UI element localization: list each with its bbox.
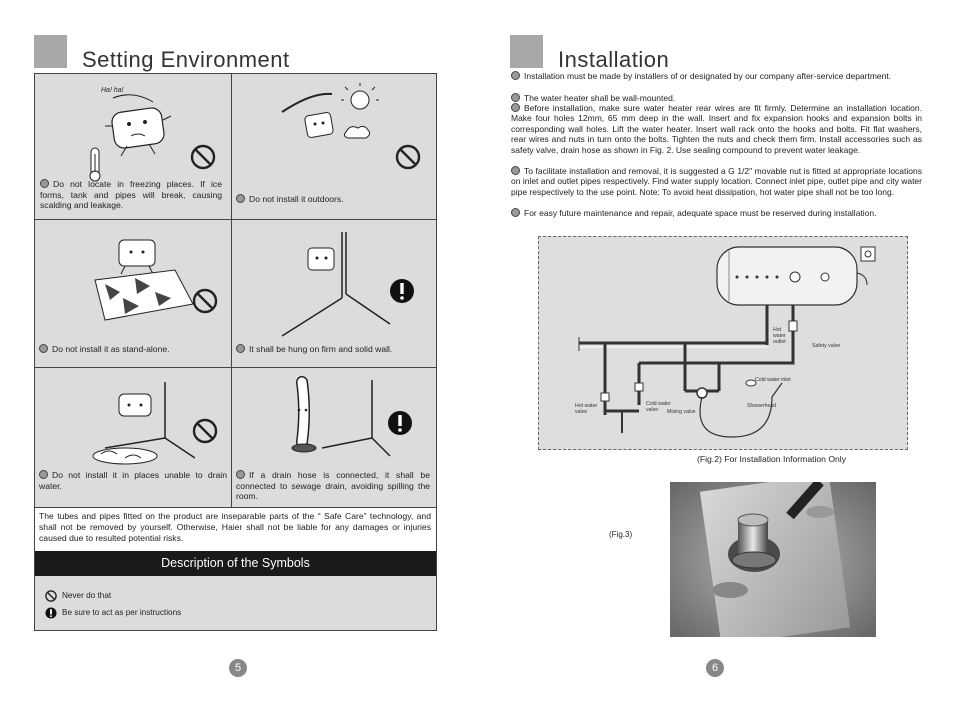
bullet-icon — [236, 344, 245, 353]
cell-text — [236, 194, 426, 205]
never-icon — [45, 590, 57, 602]
environment-grid — [34, 73, 437, 631]
never-icon — [190, 144, 216, 170]
cell-label: Do not install it outdoors. — [249, 194, 344, 204]
bullet-icon — [511, 93, 520, 102]
cell-label: If a drain hose is connected, it shall be connected to sewage drain, avoiding spilling the room. — [236, 470, 430, 501]
label-safety-valve: Safety valve — [812, 343, 841, 349]
paragraph-text: Installation must be made by installers of or designated by our company after-service department. — [524, 71, 892, 81]
cell-text — [39, 470, 227, 491]
bullet-icon — [511, 166, 520, 175]
legend-area — [35, 576, 436, 630]
bullet-icon — [39, 344, 48, 353]
bullet-icon — [511, 103, 520, 112]
floor-heater-sketch — [75, 234, 195, 324]
cell-freezing — [35, 74, 232, 220]
bullet-icon — [511, 208, 520, 217]
outdoors-heater-sketch — [272, 82, 402, 162]
cell-no-drain — [35, 368, 232, 508]
must-icon — [387, 410, 413, 436]
paragraph-text: Before installation, make sure water heater rear wires are fit firmly. Determine an installation location. Make four holes 12mm, 65 mm deep in the wall. Insert and fix expansion hooks and expansion bolts in corresponding wall holes. Lift the water heater. Insert wall rack onto the hooks and bolts. Fit flat washers, rear wires and nuts in turn onto the bolts. Tighten the nuts and check them firm. Install accessories such as safety valve, drain hose as shown in Fig. 2. Use sealing compound to prevent water leakage. — [511, 103, 922, 155]
cell-label: Do not install it as stand-alone. — [52, 344, 170, 354]
never-icon — [192, 418, 218, 444]
label-hot-valve: Hot water valve — [575, 403, 598, 415]
fig3-caption: (Fig.3) — [609, 530, 633, 539]
cell-text — [40, 179, 222, 211]
instruction-paragraph — [511, 208, 922, 218]
section-marker — [34, 35, 67, 68]
cell-label: It shall be hung on firm and solid wall. — [249, 344, 393, 354]
cell-label: Do not install it in places unable to drain water. — [39, 470, 227, 491]
bullet-icon — [511, 71, 520, 80]
instruction-paragraph — [511, 103, 922, 155]
paragraph-text: To facilitate installation and removal, it is suggested a G 1/2" movable nut is fitted at appropriate locations on inlet and outlet pipes respectively. Find water supply location. Connect inlet pipe, outlet pipe and city water pipe respectively to the use point. Note: To avoid heat dissipation, hot water pipe shall not be too long. — [511, 166, 922, 197]
bullet-icon — [39, 470, 48, 479]
cell-text — [236, 344, 428, 355]
legend-never: Never do that — [62, 591, 112, 600]
cell-label: Do not locate in freezing places. If ice forms, tank and pipes will break, causing scalding and leakage. — [40, 179, 222, 210]
page-number-right: 6 — [706, 659, 724, 677]
page-title: Installation — [558, 47, 670, 72]
bolt-photo — [670, 482, 876, 637]
page-number-left: 5 — [229, 659, 247, 677]
hose-sketch — [282, 376, 392, 471]
legend-must: Be sure to act as per instructions — [62, 608, 182, 617]
label-cold-valve: Cold water valve — [646, 401, 671, 413]
symbols-heading: Description of the Symbols — [35, 551, 436, 576]
wall-heater-sketch — [262, 228, 392, 338]
cell-drain-hose — [232, 368, 436, 508]
cell-text — [236, 470, 430, 502]
paragraph-text: The water heater shall be wall-mounted. — [524, 93, 676, 103]
plumbing-schematic — [539, 237, 907, 449]
instruction-paragraph — [511, 166, 922, 197]
must-icon — [389, 278, 415, 304]
label-cold-inlet: Cold water inlet — [755, 377, 791, 383]
paragraph-text: For easy future maintenance and repair, adequate space must be reserved during installation. — [524, 208, 877, 218]
bolt-image — [670, 482, 876, 637]
fig2-caption: (Fig.2) For Installation Information Only — [697, 454, 847, 464]
cell-outdoors — [232, 74, 436, 220]
safe-care-note: The tubes and pipes fitted on the product are inseparable parts of the “ Safe Care” technology, and shall not be removed by yourself. Otherwise, Haier shall not be liable for any damages or injuries caused due to resulted potential risks. — [39, 511, 431, 543]
page-title: Setting Environment — [82, 47, 290, 72]
installation-diagram — [538, 236, 908, 450]
bullet-icon — [236, 194, 245, 203]
bullet-icon — [236, 470, 245, 479]
label-showerhead: Showerhead — [747, 403, 777, 409]
must-icon — [45, 607, 57, 619]
cell-standalone — [35, 220, 232, 368]
section-marker — [510, 35, 543, 68]
instruction-paragraph — [511, 71, 922, 81]
bullet-icon — [40, 179, 49, 188]
cell-firm-wall — [232, 220, 436, 368]
never-icon — [395, 144, 421, 170]
never-icon — [192, 288, 218, 314]
cell-text — [39, 344, 227, 355]
label-mixing-valve: Mixing valve — [667, 409, 696, 415]
label-hot-outlet: Hot water outlet — [773, 327, 786, 345]
freezing-heater-sketch — [83, 80, 193, 190]
drain-heater-sketch — [65, 378, 195, 473]
sketch-text: Ha! ha! — [101, 87, 124, 94]
instruction-paragraph — [511, 93, 922, 103]
